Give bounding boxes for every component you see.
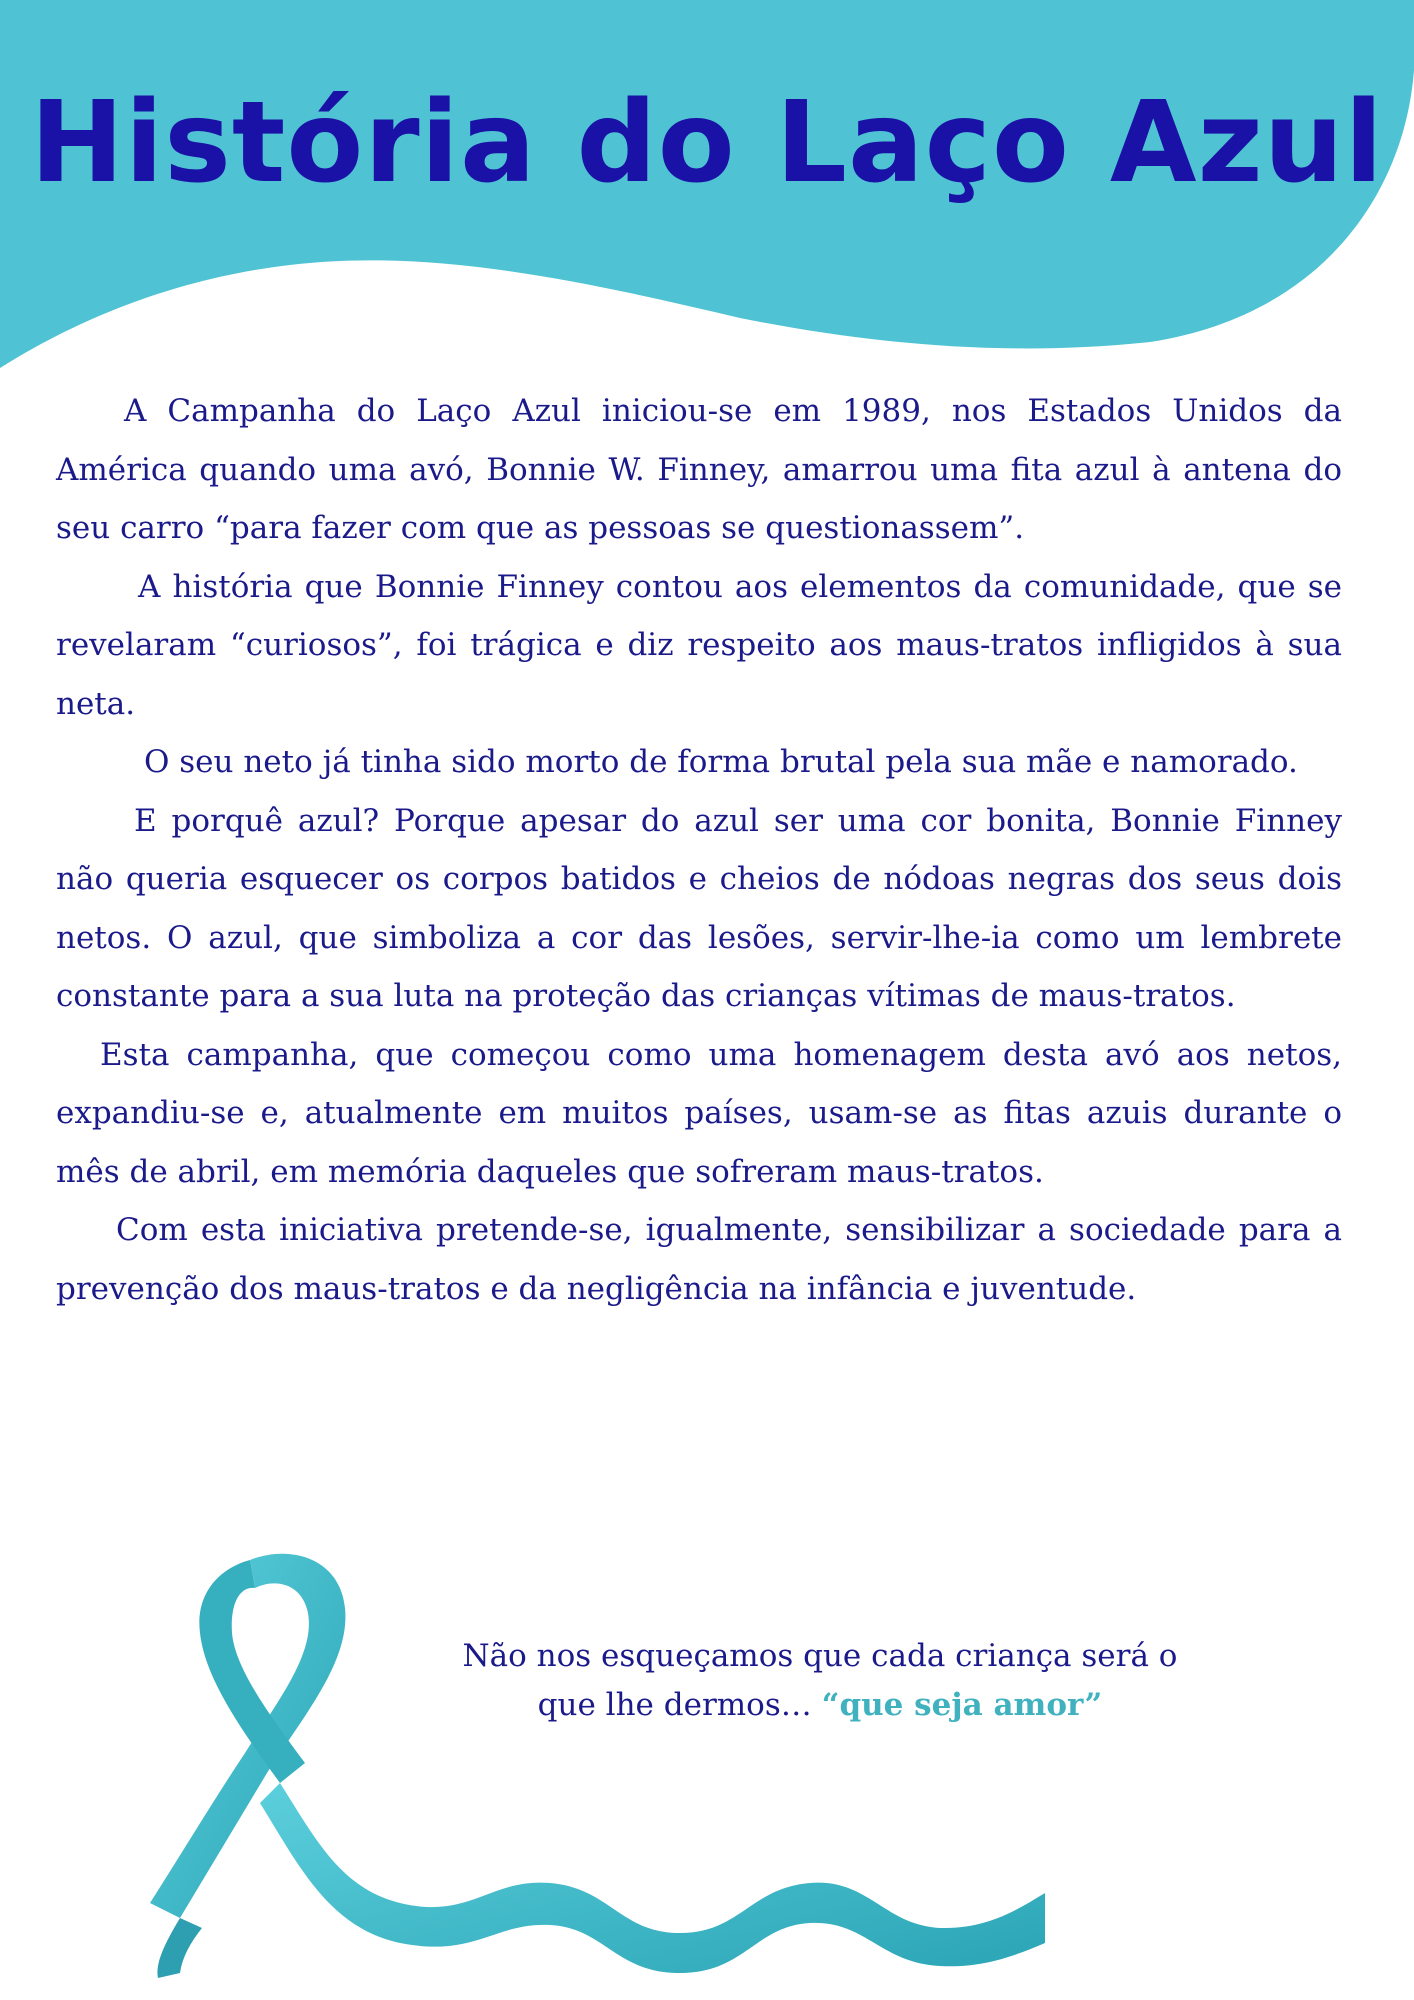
- article-body: [56, 382, 1342, 1318]
- paragraph-2-text: A história que Bonnie Finney contou aos elementos da comunidade, que se revelaram “curiosos”, foi trágica e diz respeito aos maus-tratos infligidos à sua neta.: [56, 568, 1342, 722]
- paragraph-5: [56, 1026, 1342, 1202]
- awareness-ribbon-icon: [140, 1548, 1200, 1988]
- paragraph-6-text: Com esta iniciativa pretende-se, igualmente, sensibilizar a sociedade para a prevenção dos maus-tratos e da negligência na infância e juventude.: [56, 1212, 1342, 1307]
- paragraph-1-text: A Campanha do Laço Azul iniciou-se em 1989, nos Estados Unidos da América quando uma avó, Bonnie W. Finney, amarrou uma fita azul à antena do seu carro “para fazer com que as pessoas se questionassem”.: [56, 393, 1342, 546]
- paragraph-5-text: Esta campanha, que começou como uma homenagem desta avó aos netos, expandiu-se e, atualmente em muitos países, usam-se as fitas azuis durante o mês de abril, em memória daqueles que sofreram maus-tratos.: [56, 1036, 1342, 1190]
- paragraph-6: [56, 1201, 1342, 1318]
- paragraph-3-text: O seu neto já tinha sido morto de forma brutal pela sua mãe e namorado.: [144, 744, 1298, 780]
- quote-text: Não nos esqueçamos que cada criança será o que lhe dermos…: [462, 1638, 1178, 1723]
- paragraph-2: [56, 558, 1342, 734]
- quote-emphasis: “que seja amor”: [821, 1687, 1103, 1723]
- paragraph-4: [56, 792, 1342, 1026]
- paragraph-1: [56, 382, 1342, 558]
- paragraph-4-text: E porquê azul? Porque apesar do azul ser uma cor bonita, Bonnie Finney não queria esquecer os corpos batidos e cheios de nódoas negras dos seus dois netos. O azul, que simboliza a cor das lesões, servir-lhe-ia como um lembrete constante para a sua luta na proteção das crianças vítimas de maus-tratos.: [56, 802, 1342, 1014]
- paragraph-3: [56, 733, 1342, 792]
- closing-quote: [430, 1632, 1210, 1730]
- page-title: História do Laço Azul: [30, 78, 1384, 208]
